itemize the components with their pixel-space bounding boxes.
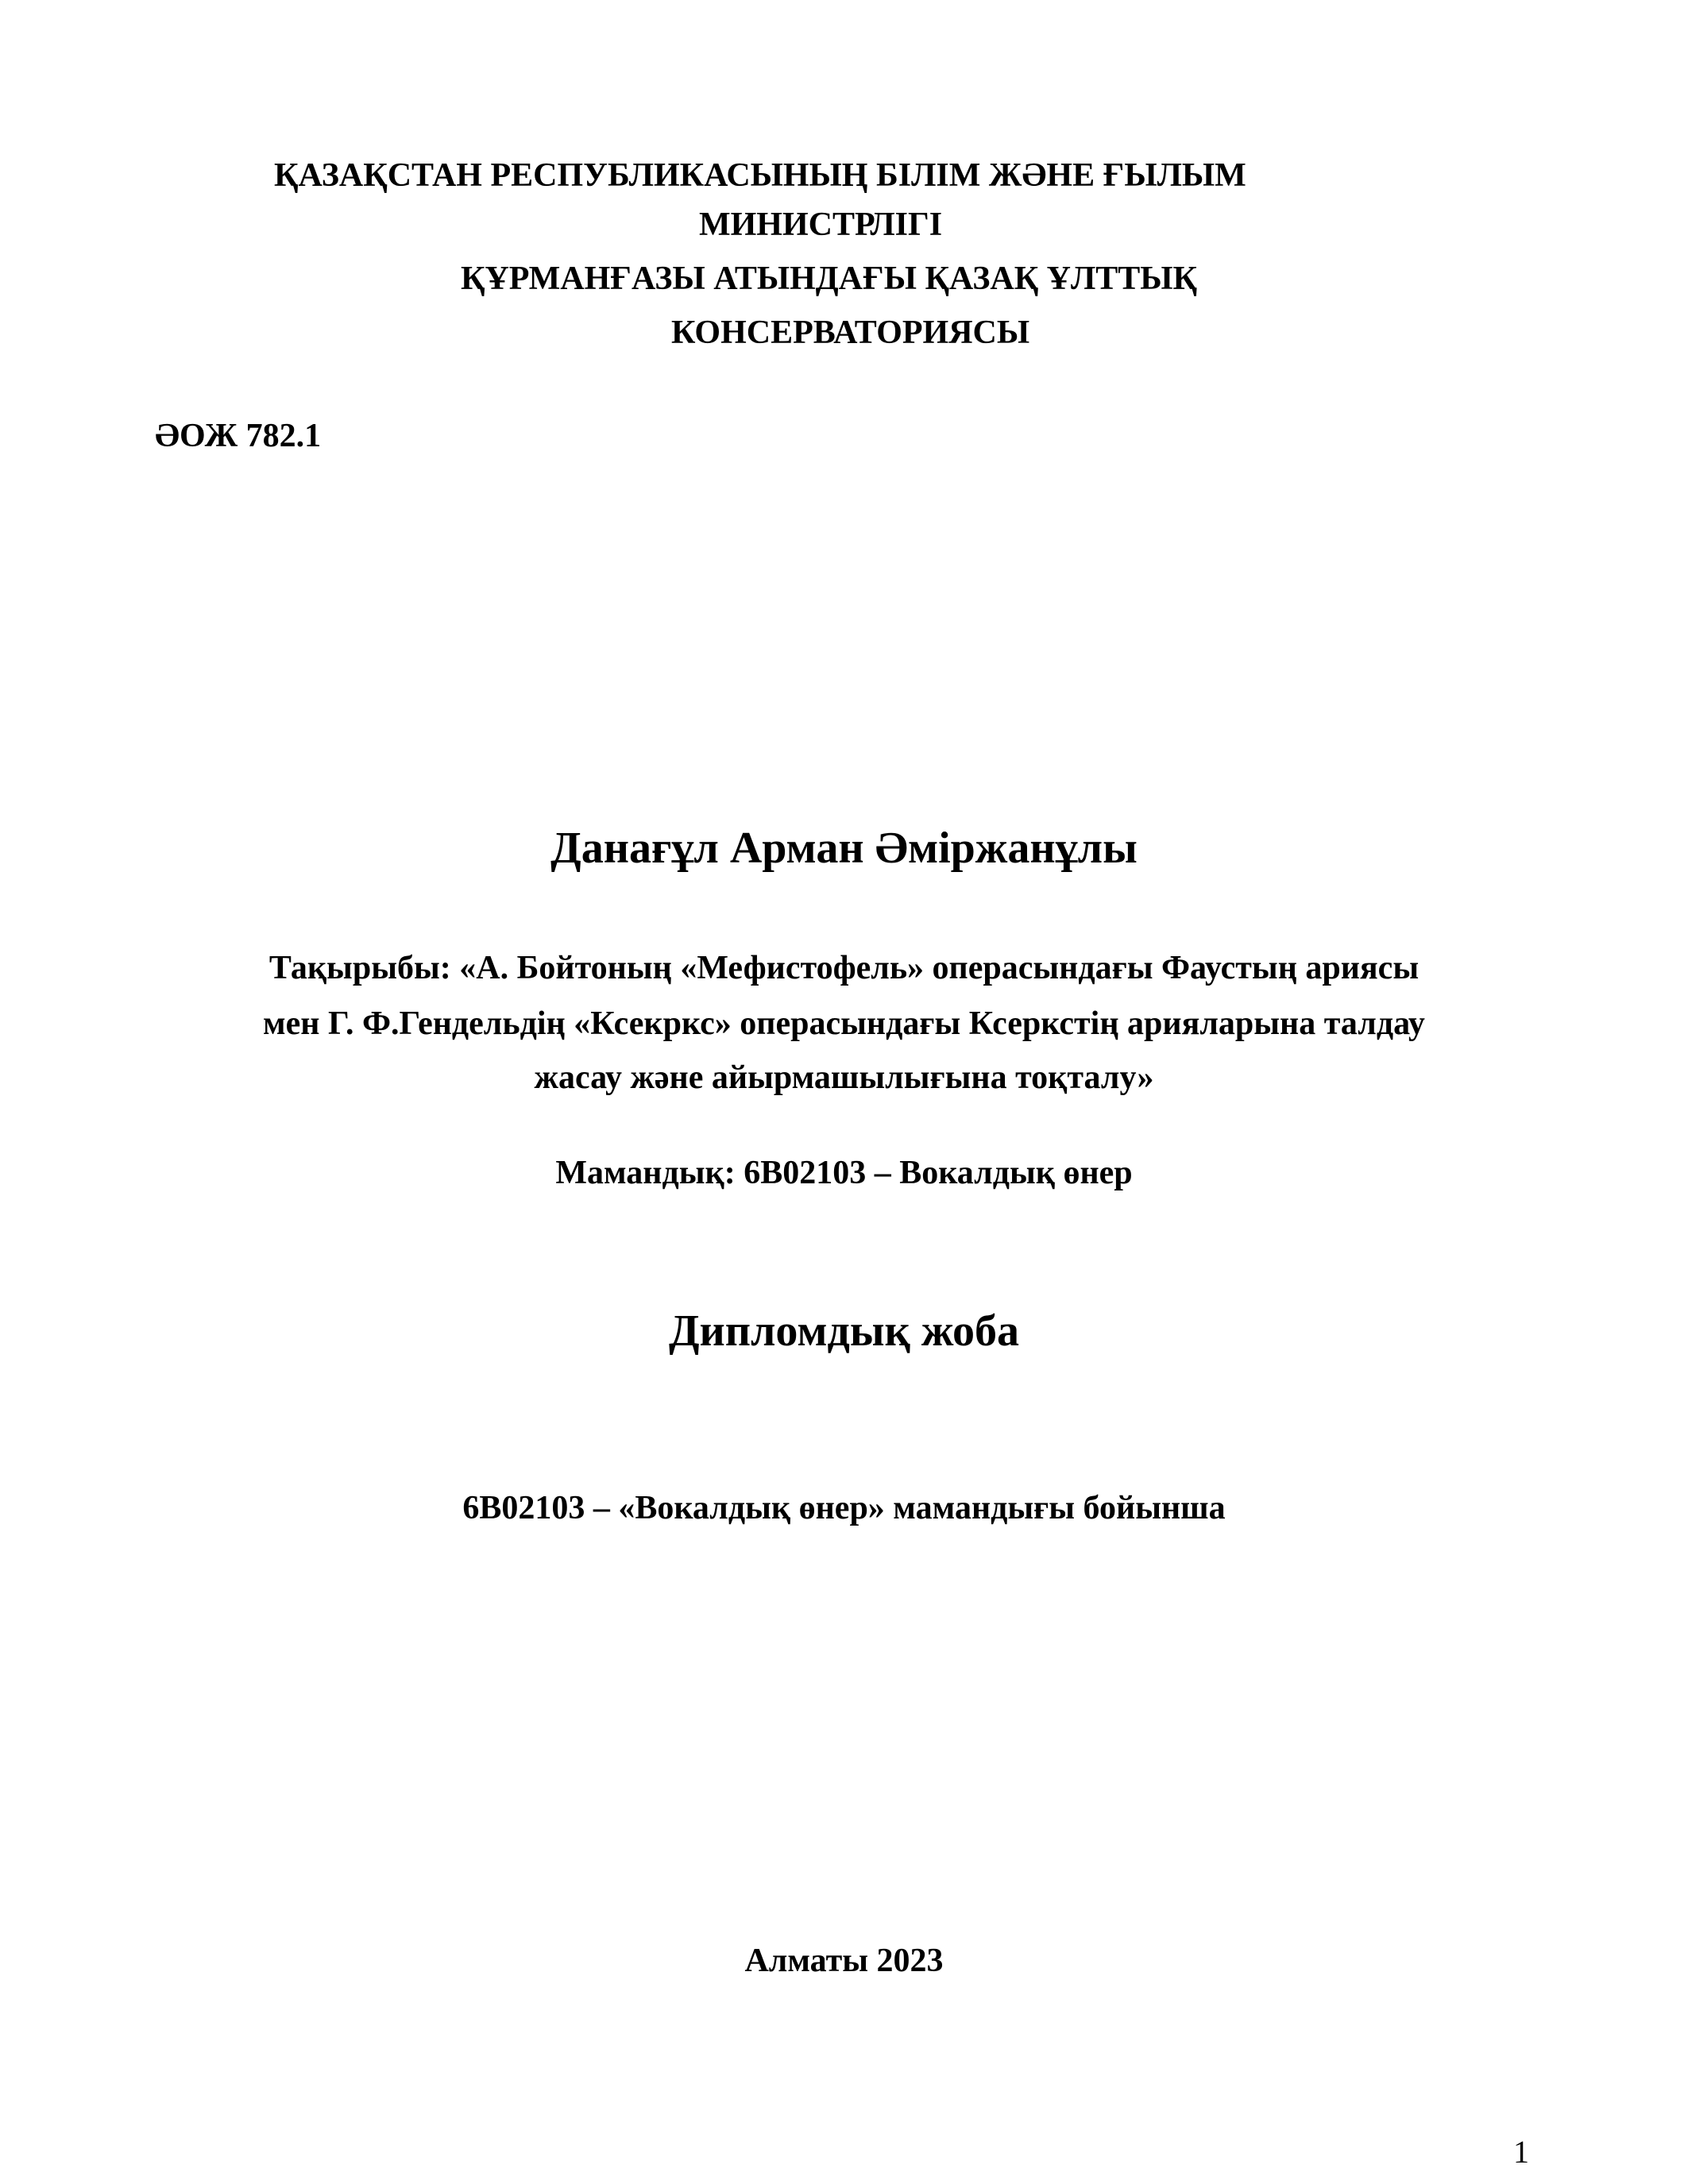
author-name: Данағұл Арман Әміржанұлы xyxy=(550,824,1138,873)
ministry-line-1: ҚАЗАҚСТАН РЕСПУБЛИКАСЫНЫҢ БІЛІМ ЖӘНЕ ҒЫЛЫМ xyxy=(274,157,1246,194)
udc-code: ӘОЖ 782.1 xyxy=(155,418,322,454)
work-type-title: Дипломдық жоба xyxy=(668,1306,1020,1356)
topic-line-3: жасау және айырмашылығына тоқталу» xyxy=(534,1059,1154,1096)
conservatory-line-2: КОНСЕРВАТОРИЯСЫ xyxy=(671,314,1030,351)
page-number: 1 xyxy=(1513,2134,1529,2170)
conservatory-line-1: ҚҰРМАНҒАЗЫ АТЫНДАҒЫ ҚАЗАҚ ҰЛТТЫҚ xyxy=(461,260,1197,297)
program-line: 6В02103 – «Вокалдық өнер» мамандығы бойынша xyxy=(462,1490,1226,1526)
city-year: Алматы 2023 xyxy=(744,1943,944,1979)
specialty-line: Мамандық: 6В02103 – Вокалдық өнер xyxy=(555,1155,1133,1191)
topic-line-1: Тақырыбы: «А. Бойтоның «Мефистофель» операсындағы Фаустың ариясы xyxy=(268,950,1420,986)
ministry-line-2: МИНИСТРЛІГІ xyxy=(699,206,943,243)
topic-line-2: мен Г. Ф.Гендельдің «Ксекркс» операсындағы Ксеркстің арияларына талдау xyxy=(263,1005,1425,1042)
